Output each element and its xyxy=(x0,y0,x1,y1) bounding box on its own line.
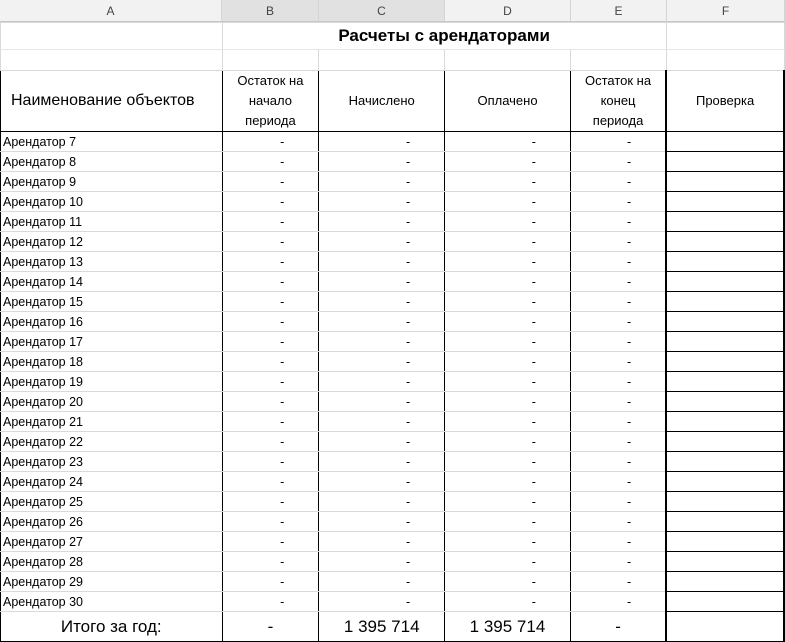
closing-balance-cell[interactable]: - xyxy=(570,452,666,472)
accrued-cell[interactable]: - xyxy=(319,372,445,392)
opening-balance-cell[interactable]: - xyxy=(222,432,319,452)
check-cell[interactable] xyxy=(666,572,784,592)
closing-balance-cell[interactable]: - xyxy=(570,532,666,552)
tenant-name-cell[interactable]: Арендатор 27 xyxy=(1,532,223,552)
paid-cell[interactable]: - xyxy=(445,492,571,512)
header-accrued[interactable]: Начислено xyxy=(319,71,445,132)
tenant-name-cell[interactable]: Арендатор 23 xyxy=(1,452,223,472)
closing-balance-cell[interactable]: - xyxy=(570,392,666,412)
opening-balance-cell[interactable]: - xyxy=(222,172,319,192)
opening-balance-cell[interactable]: - xyxy=(222,592,319,612)
opening-balance-cell[interactable]: - xyxy=(222,532,319,552)
table-row xyxy=(1,172,785,192)
table-row xyxy=(1,492,785,512)
check-cell[interactable] xyxy=(666,392,784,412)
opening-balance-cell[interactable]: - xyxy=(222,412,319,432)
closing-balance-cell[interactable]: - xyxy=(570,372,666,392)
closing-balance-cell[interactable]: - xyxy=(570,512,666,532)
check-cell[interactable] xyxy=(666,312,784,332)
column-header-c[interactable]: C xyxy=(319,0,445,22)
paid-cell[interactable]: - xyxy=(445,432,571,452)
table-row xyxy=(1,352,785,372)
tenant-name-cell[interactable]: Арендатор 26 xyxy=(1,512,223,532)
closing-balance-cell[interactable]: - xyxy=(570,592,666,612)
total-paid[interactable]: 1 395 714 xyxy=(445,612,571,642)
accrued-cell[interactable]: - xyxy=(319,252,445,272)
check-cell[interactable] xyxy=(666,212,784,232)
tenant-name-cell[interactable]: Арендатор 10 xyxy=(1,192,223,212)
tenant-name-cell[interactable]: Арендатор 9 xyxy=(1,172,223,192)
header-opening[interactable]: Остаток на начало периода xyxy=(222,71,319,132)
paid-cell[interactable]: - xyxy=(445,312,571,332)
table-row xyxy=(1,432,785,452)
total-opening[interactable]: - xyxy=(222,612,319,642)
accrued-cell[interactable]: - xyxy=(319,352,445,372)
accrued-cell[interactable]: - xyxy=(319,392,445,412)
check-cell[interactable] xyxy=(666,512,784,532)
closing-balance-cell[interactable]: - xyxy=(570,292,666,312)
accrued-cell[interactable]: - xyxy=(319,152,445,172)
column-header-d[interactable]: D xyxy=(445,0,571,22)
cell[interactable] xyxy=(319,50,445,71)
column-header-e[interactable]: E xyxy=(571,0,667,22)
cell[interactable] xyxy=(666,23,784,50)
tenant-name-cell[interactable]: Арендатор 8 xyxy=(1,152,223,172)
check-cell[interactable] xyxy=(666,132,784,152)
tenant-name-cell[interactable]: Арендатор 14 xyxy=(1,272,223,292)
cell-grid xyxy=(0,22,785,642)
paid-cell[interactable]: - xyxy=(445,212,571,232)
accrued-cell[interactable]: - xyxy=(319,572,445,592)
paid-cell[interactable]: - xyxy=(445,452,571,472)
accrued-cell[interactable]: - xyxy=(319,552,445,572)
check-cell[interactable] xyxy=(666,492,784,512)
paid-cell[interactable]: - xyxy=(445,152,571,172)
table-row xyxy=(1,272,785,292)
table-row xyxy=(1,252,785,272)
tenant-name-cell[interactable]: Арендатор 20 xyxy=(1,392,223,412)
check-cell[interactable] xyxy=(666,272,784,292)
table-row xyxy=(1,472,785,492)
table-row xyxy=(1,532,785,552)
table-row xyxy=(1,512,785,532)
cell[interactable] xyxy=(570,50,666,71)
tenant-name-cell[interactable]: Арендатор 25 xyxy=(1,492,223,512)
closing-balance-cell[interactable]: - xyxy=(570,312,666,332)
opening-balance-cell[interactable]: - xyxy=(222,212,319,232)
table-row xyxy=(1,412,785,432)
opening-balance-cell[interactable]: - xyxy=(222,252,319,272)
header-closing[interactable]: Остаток на конец периода xyxy=(570,71,666,132)
accrued-cell[interactable]: - xyxy=(319,172,445,192)
closing-balance-cell[interactable]: - xyxy=(570,192,666,212)
closing-balance-cell[interactable]: - xyxy=(570,152,666,172)
header-name[interactable]: Наименование объектов xyxy=(1,71,223,132)
opening-balance-cell[interactable]: - xyxy=(222,512,319,532)
accrued-cell[interactable]: - xyxy=(319,472,445,492)
check-cell[interactable] xyxy=(666,532,784,552)
total-label[interactable]: Итого за год: xyxy=(1,612,223,642)
total-closing[interactable]: - xyxy=(570,612,666,642)
tenant-name-cell[interactable]: Арендатор 17 xyxy=(1,332,223,352)
paid-cell[interactable]: - xyxy=(445,532,571,552)
tenant-name-cell[interactable]: Арендатор 11 xyxy=(1,212,223,232)
opening-balance-cell[interactable]: - xyxy=(222,352,319,372)
paid-cell[interactable]: - xyxy=(445,572,571,592)
opening-balance-cell[interactable]: - xyxy=(222,232,319,252)
total-check[interactable] xyxy=(666,612,784,642)
opening-balance-cell[interactable]: - xyxy=(222,492,319,512)
table-row xyxy=(1,192,785,212)
header-row xyxy=(1,71,785,132)
table-row xyxy=(1,592,785,612)
tenant-name-cell[interactable]: Арендатор 16 xyxy=(1,312,223,332)
column-header-f[interactable]: F xyxy=(667,0,785,22)
table-row xyxy=(1,332,785,352)
opening-balance-cell[interactable]: - xyxy=(222,472,319,492)
total-row xyxy=(1,612,785,642)
opening-balance-cell[interactable]: - xyxy=(222,152,319,172)
tenant-name-cell[interactable]: Арендатор 12 xyxy=(1,232,223,252)
check-cell[interactable] xyxy=(666,552,784,572)
closing-balance-cell[interactable]: - xyxy=(570,412,666,432)
check-cell[interactable] xyxy=(666,352,784,372)
table-row xyxy=(1,132,785,152)
paid-cell[interactable]: - xyxy=(445,372,571,392)
paid-cell[interactable]: - xyxy=(445,592,571,612)
header-check[interactable]: Проверка xyxy=(666,71,784,132)
check-cell[interactable] xyxy=(666,252,784,272)
tenant-name-cell[interactable]: Арендатор 28 xyxy=(1,552,223,572)
column-header-a[interactable]: A xyxy=(0,0,222,22)
table-row xyxy=(1,392,785,412)
accrued-cell[interactable]: - xyxy=(319,232,445,252)
closing-balance-cell[interactable]: - xyxy=(570,472,666,492)
table-row xyxy=(1,232,785,252)
closing-balance-cell[interactable]: - xyxy=(570,172,666,192)
accrued-cell[interactable]: - xyxy=(319,592,445,612)
tenant-name-cell[interactable]: Арендатор 7 xyxy=(1,132,223,152)
paid-cell[interactable]: - xyxy=(445,552,571,572)
opening-balance-cell[interactable]: - xyxy=(222,272,319,292)
cell[interactable] xyxy=(222,50,319,71)
opening-balance-cell[interactable]: - xyxy=(222,292,319,312)
check-cell[interactable] xyxy=(666,172,784,192)
accrued-cell[interactable]: - xyxy=(319,312,445,332)
table-row xyxy=(1,312,785,332)
paid-cell[interactable]: - xyxy=(445,412,571,432)
sheet-title[interactable]: Расчеты с арендаторами xyxy=(222,23,666,50)
check-cell[interactable] xyxy=(666,372,784,392)
tenant-name-cell[interactable]: Арендатор 30 xyxy=(1,592,223,612)
rent-table xyxy=(0,22,785,642)
accrued-cell[interactable]: - xyxy=(319,432,445,452)
accrued-cell[interactable]: - xyxy=(319,132,445,152)
paid-cell[interactable]: - xyxy=(445,512,571,532)
tenant-name-cell[interactable]: Арендатор 29 xyxy=(1,572,223,592)
opening-balance-cell[interactable]: - xyxy=(222,332,319,352)
cell[interactable] xyxy=(1,23,223,50)
table-row xyxy=(1,212,785,232)
check-cell[interactable] xyxy=(666,292,784,312)
table-row xyxy=(1,152,785,172)
check-cell[interactable] xyxy=(666,452,784,472)
paid-cell[interactable]: - xyxy=(445,132,571,152)
paid-cell[interactable]: - xyxy=(445,172,571,192)
opening-balance-cell[interactable]: - xyxy=(222,372,319,392)
closing-balance-cell[interactable]: - xyxy=(570,432,666,452)
accrued-cell[interactable]: - xyxy=(319,532,445,552)
title-row xyxy=(1,23,785,50)
closing-balance-cell[interactable]: - xyxy=(570,352,666,372)
accrued-cell[interactable]: - xyxy=(319,212,445,232)
tenant-name-cell[interactable]: Арендатор 18 xyxy=(1,352,223,372)
check-cell[interactable] xyxy=(666,232,784,252)
paid-cell[interactable]: - xyxy=(445,252,571,272)
closing-balance-cell[interactable]: - xyxy=(570,212,666,232)
table-row xyxy=(1,452,785,472)
tenant-name-cell[interactable]: Арендатор 19 xyxy=(1,372,223,392)
opening-balance-cell[interactable]: - xyxy=(222,192,319,212)
closing-balance-cell[interactable]: - xyxy=(570,252,666,272)
accrued-cell[interactable]: - xyxy=(319,272,445,292)
check-cell[interactable] xyxy=(666,592,784,612)
opening-balance-cell[interactable]: - xyxy=(222,132,319,152)
cell[interactable] xyxy=(666,50,784,71)
paid-cell[interactable]: - xyxy=(445,472,571,492)
accrued-cell[interactable]: - xyxy=(319,452,445,472)
total-accrued[interactable]: 1 395 714 xyxy=(319,612,445,642)
table-row xyxy=(1,552,785,572)
check-cell[interactable] xyxy=(666,152,784,172)
tenant-name-cell[interactable]: Арендатор 24 xyxy=(1,472,223,492)
opening-balance-cell[interactable]: - xyxy=(222,572,319,592)
check-cell[interactable] xyxy=(666,412,784,432)
paid-cell[interactable]: - xyxy=(445,292,571,312)
paid-cell[interactable]: - xyxy=(445,392,571,412)
tenant-name-cell[interactable]: Арендатор 22 xyxy=(1,432,223,452)
opening-balance-cell[interactable]: - xyxy=(222,392,319,412)
paid-cell[interactable]: - xyxy=(445,192,571,212)
table-row xyxy=(1,292,785,312)
closing-balance-cell[interactable]: - xyxy=(570,132,666,152)
opening-balance-cell[interactable]: - xyxy=(222,552,319,572)
column-header-b[interactable]: B xyxy=(222,0,319,22)
tenant-name-cell[interactable]: Арендатор 21 xyxy=(1,412,223,432)
closing-balance-cell[interactable]: - xyxy=(570,232,666,252)
check-cell[interactable] xyxy=(666,192,784,212)
accrued-cell[interactable]: - xyxy=(319,292,445,312)
paid-cell[interactable]: - xyxy=(445,352,571,372)
check-cell[interactable] xyxy=(666,432,784,452)
check-cell[interactable] xyxy=(666,472,784,492)
check-cell[interactable] xyxy=(666,332,784,352)
paid-cell[interactable]: - xyxy=(445,332,571,352)
opening-balance-cell[interactable]: - xyxy=(222,312,319,332)
closing-balance-cell[interactable]: - xyxy=(570,552,666,572)
closing-balance-cell[interactable]: - xyxy=(570,572,666,592)
closing-balance-cell[interactable]: - xyxy=(570,492,666,512)
table-row xyxy=(1,572,785,592)
header-paid[interactable]: Оплачено xyxy=(445,71,571,132)
accrued-cell[interactable]: - xyxy=(319,512,445,532)
tenant-name-cell[interactable]: Арендатор 13 xyxy=(1,252,223,272)
spacer-row xyxy=(1,50,785,71)
cell[interactable] xyxy=(1,50,223,71)
accrued-cell[interactable]: - xyxy=(319,412,445,432)
tenant-name-cell[interactable]: Арендатор 15 xyxy=(1,292,223,312)
cell[interactable] xyxy=(445,50,571,71)
accrued-cell[interactable]: - xyxy=(319,332,445,352)
closing-balance-cell[interactable]: - xyxy=(570,272,666,292)
closing-balance-cell[interactable]: - xyxy=(570,332,666,352)
accrued-cell[interactable]: - xyxy=(319,492,445,512)
opening-balance-cell[interactable]: - xyxy=(222,452,319,472)
table-row xyxy=(1,372,785,392)
paid-cell[interactable]: - xyxy=(445,272,571,292)
paid-cell[interactable]: - xyxy=(445,232,571,252)
accrued-cell[interactable]: - xyxy=(319,192,445,212)
